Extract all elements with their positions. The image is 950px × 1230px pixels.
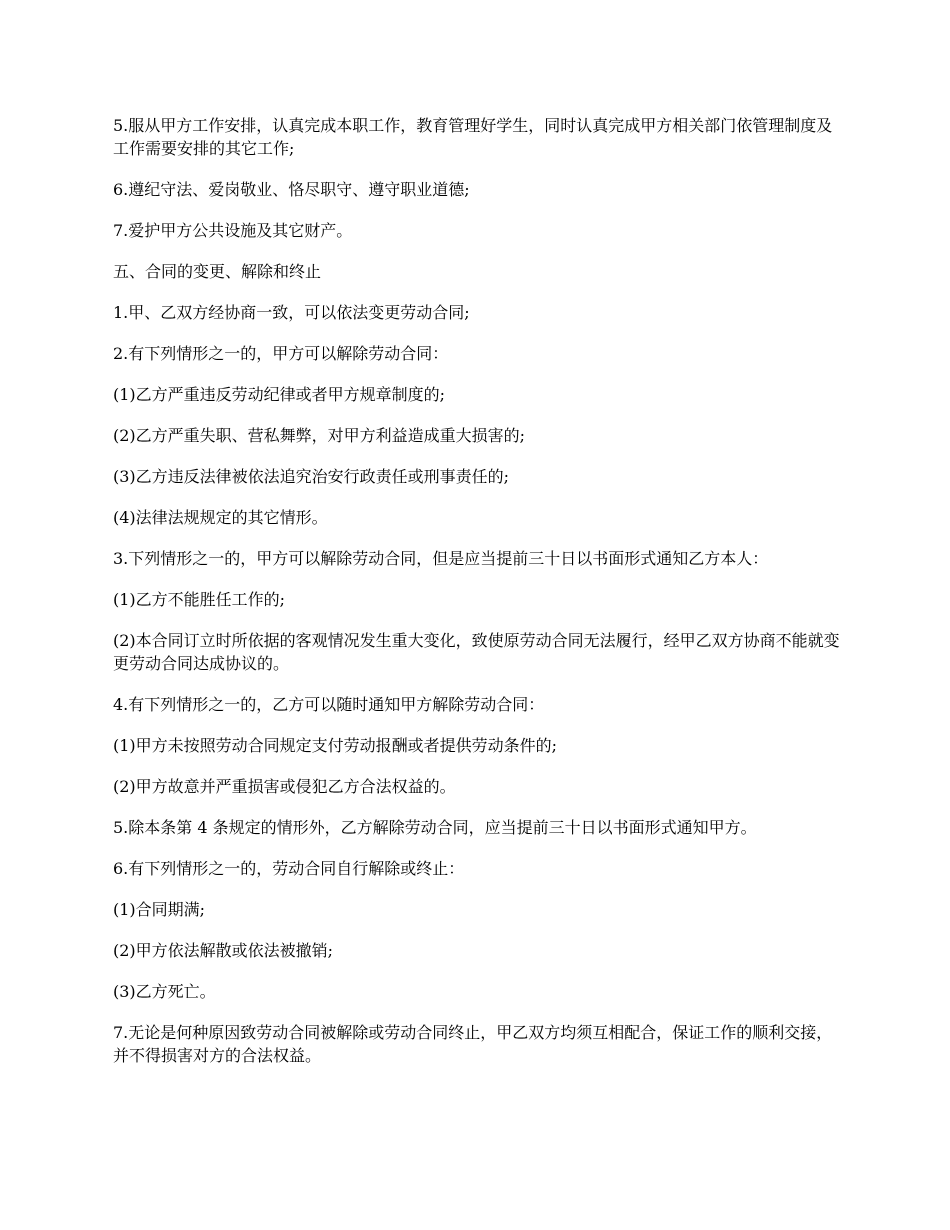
paragraph-11: 3.下列情形之一的，甲方可以解除劳动合同，但是应当提前三十日以书面形式通知乙方本人： xyxy=(113,549,769,568)
paragraph-16: (2)甲方故意并严重损害或侵犯乙方合法权益的。 xyxy=(113,777,456,796)
paragraph-19: (1)合同期满; xyxy=(113,900,206,919)
paragraph-13: (2)本合同订立时所依据的客观情况发生重大变化，致使原劳动合同无法履行，经甲乙双方协商不能就变更劳动合同达成协议的。 xyxy=(113,631,840,673)
paragraph-10: (4)法律法规规定的其它情形。 xyxy=(113,508,328,527)
paragraph-8: (2)乙方严重失职、营私舞弊，对甲方利益造成重大损害的; xyxy=(113,426,526,445)
paragraph-14: 4.有下列情形之一的，乙方可以随时通知甲方解除劳动合同： xyxy=(113,695,545,714)
paragraph-7: (1)乙方严重违反劳动纪律或者甲方规章制度的; xyxy=(113,385,446,404)
paragraph-2: 6.遵纪守法、爱岗敬业、恪尽职守、遵守职业道德; xyxy=(113,180,470,199)
paragraph-17: 5.除本条第 4 条规定的情形外，乙方解除劳动合同，应当提前三十日以书面形式通知甲方。 xyxy=(113,818,757,837)
paragraph-9: (3)乙方违反法律被依法追究治安行政责任或刑事责任的; xyxy=(113,467,510,486)
paragraph-15: (1)甲方未按照劳动合同规定支付劳动报酬或者提供劳动条件的; xyxy=(113,736,558,755)
paragraph-12: (1)乙方不能胜任工作的; xyxy=(113,590,286,609)
paragraph-5: 1.甲、乙双方经协商一致，可以依法变更劳动合同; xyxy=(113,303,470,322)
paragraph-3: 7.爱护甲方公共设施及其它财产。 xyxy=(113,221,353,240)
document-body xyxy=(113,114,843,1085)
section-heading: 五、合同的变更、解除和终止 xyxy=(113,262,322,281)
paragraph-22: 7.无论是何种原因致劳动合同被解除或劳动合同终止，甲乙双方均须互相配合，保证工作的顺利交接，并不得损害对方的合法权益。 xyxy=(113,1023,833,1065)
paragraph-18: 6.有下列情形之一的，劳动合同自行解除或终止： xyxy=(113,859,465,878)
paragraph-6: 2.有下列情形之一的，甲方可以解除劳动合同： xyxy=(113,344,449,363)
paragraph-1: 5.服从甲方工作安排，认真完成本职工作，教育管理好学生，同时认真完成甲方相关部门依管理制度及工作需要安排的其它工作; xyxy=(113,116,833,158)
paragraph-20: (2)甲方依法解散或依法被撤销; xyxy=(113,941,334,960)
paragraph-21: (3)乙方死亡。 xyxy=(113,982,216,1001)
